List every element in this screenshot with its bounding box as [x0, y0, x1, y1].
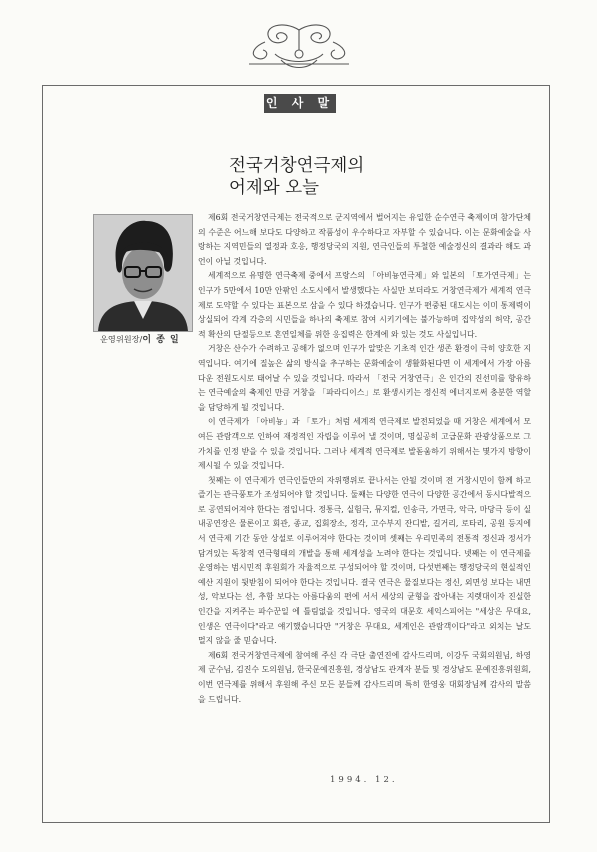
photo-caption	[100, 332, 200, 345]
section-badge: 인 사 말	[264, 94, 336, 113]
body-text	[198, 211, 531, 707]
portrait-icon	[94, 215, 192, 331]
paragraph: 제6회 전국거창연극제는 전국적으로 군지역에서 벌어지는 유일한 순수연극 축제이며 참가단체의 수준은 어느해 보다도 다양하고 작품성이 우수하다고 자부할 수 있습니다. 이는 문화예술을 사랑하는 지역민들의 열정과 호응, 행정당국의 지원, 연극인들의 투철한 예술정신의 결과라 해도 과언이 아닐 것입니다.	[198, 213, 531, 266]
date: 1994. 12.	[330, 775, 398, 785]
page-title: 전국거창연극제의 어제와 오늘	[229, 156, 365, 198]
paragraph: 거창은 산수가 수려하고 공해가 없으며 인구가 알맞은 기초적 인간 생존 환경이 극히 양호한 지역입니다. 여기에 질높은 삶의 방식을 추구하는 문화예술이 생활화된다면 이 세계에서 가장 아름다운 전원도시로 태어날 수 있을 것입니다. 따라서 「전국 거창연극」은 인간의 진선미를 향유하는 연극예술의 축제인 만큼 거창을 「파라디이스」로 환생시키는 정신적 에너지로써 충분한 역할을 담당하게 될 것입니다.	[198, 344, 531, 412]
paragraph: 제6회 전국거창연극제에 참여해 주신 각 극단 출연진에 감사드리며, 이강두 국회의원님, 하영제 군수님, 김진수 도의원님, 한국문예진흥원, 경상남도 관계자 분들 및 경상남도 문예진흥위원회, 이번 연극제를 위해서 후원해 주신 모든 분들께 감사드리며 특히 한영웅 대회장님께 감사의 말씀을 드립니다.	[198, 650, 531, 704]
paragraph: 이 연극제가 「아비뇽」과 「토가」처럼 세계적 연극제로 발전되었을 때 거창은 세계에서 모여든 관람객으로 인하여 재정적인 자립을 이루어 낼 것이며, 명실공히 고급문화 관광상품으로 그 가치를 인정 받을 수 있을 것입니다. 그러나 세계적 연극제로 발돋움하기 위해서는 몇가지 방향이 제시될 수 있을 것입니다.	[198, 417, 531, 471]
ornament-icon	[235, 20, 363, 75]
paragraph: 첫째는 이 연극제가 연극인들만의 자위행위로 끝나서는 안될 것이며 전 거창시민이 함께 하고 즐기는 관극풍토가 조성되어야 할 것입니다. 둘째는 다양한 연극이 다양한 공간에서 동시다발적으로 공연되어져야 한다는 점입니다. 정통극, 실험극, 뮤지컬, 인송극, 가면극, 악극, 마당극 등이 실내공연장은 물론이고 회관, 종교, 집회장소, 정각, 고수부지 잔디밭, 길거리, 로타리, 공원 등지에서 연극제 기간 동안 상설로 이루어져야 한다는 것이며 셋째는 우리민족의 전통적 정신과 정서가 담겨있는 독창적 연극형태의 개발을 통해 세계성을 노려야 한다는 것입니다. 넷째는 이 연극제를 운영하는 범시민적 후원회가 자율적으로 구성되어야 할 것이며, 다섯번째는 행정당국의 현실적인 예산 지원이 뒷받침이 되어야 한다는 것입니다. 결국 연극은 물질보다는 정신, 외면성 보다는 내면성, 악보다는 선, 추함 보다는 아름다움의 편에 서서 세상의 균형을 잡아내는 지렛대이자 진실한 인간을 지켜주는 파수꾼일 에 틀림없을 것입니다. 영국의 대문호 세익스피어는 "세상은 무대요, 인생은 연극이다"라고 얘기했습니다만 "거창은 무대요, 세계인은 관람객이다"라고 외치는 날도 멀지 않을 줄 믿습니다.	[198, 475, 531, 646]
caption-name: 이 종 일	[142, 335, 180, 345]
portrait-photo	[93, 214, 193, 332]
caption-role: 운영위원장/	[100, 334, 143, 344]
paragraph: 세계적으로 유명한 연극축제 중에서 프랑스의 「아비뇽연극제」와 일본의 「토가연극제」는 인구가 5만에서 10만 안팎인 소도시에서 발생했다는 사실만 보더라도 거창연극제가 세계적 연극제로 도약할 수 있다는 표본으로 삼을 수 있다 하겠습니다. 인구가 편중된 대도시는 이미 통제력이 상실되어 각계 각층의 시민들을 하나의 축제로 참여 시키기에는 불가능하며 집약성의 허약, 공간적 확산의 단절등으로 혼연일체를 위한 응집력은 한계에 와 있는 것도 사실입니다.	[198, 271, 531, 339]
